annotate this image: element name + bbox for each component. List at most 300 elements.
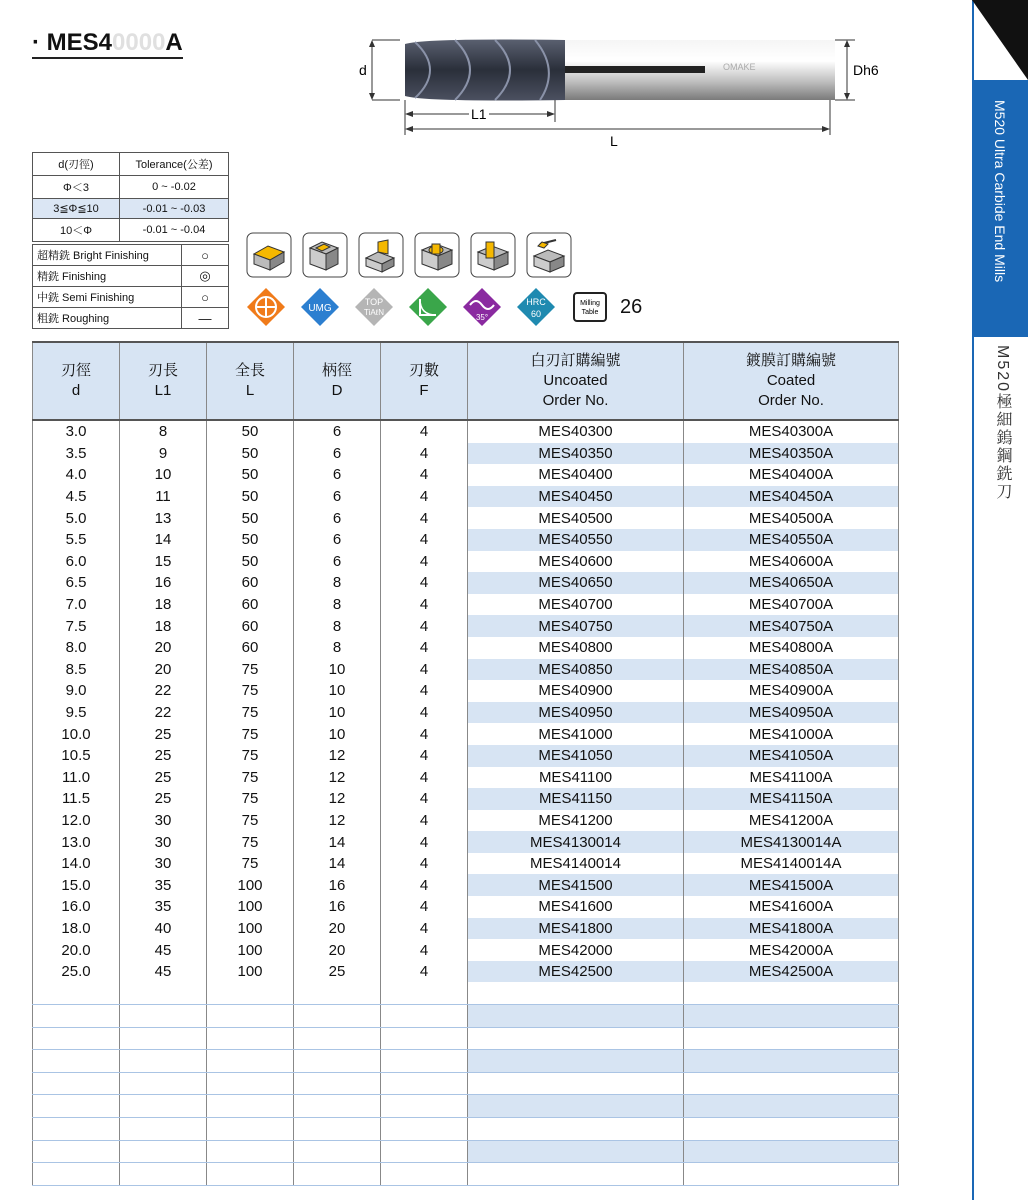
table-cell: 10 (294, 723, 381, 745)
chamfer-milling-icon (526, 232, 572, 278)
d-dimension-label: d (359, 62, 367, 78)
table-cell: MES40400 (468, 464, 684, 486)
finishing-symbol: — (182, 308, 229, 329)
plunge-milling-icon (470, 232, 516, 278)
table-cell: 75 (207, 702, 294, 724)
table-cell: 20 (294, 939, 381, 961)
col-header-diameter: 刃徑 d (33, 342, 120, 420)
table-cell: 13.0 (33, 831, 120, 853)
table-cell (120, 1050, 207, 1073)
table-cell: 25 (120, 788, 207, 810)
table-row (33, 810, 899, 832)
table-cell: 75 (207, 659, 294, 681)
table-cell (468, 1050, 684, 1073)
brand-mark: OMAKE (723, 62, 756, 72)
table-cell: 8.5 (33, 659, 120, 681)
table-cell (684, 1140, 899, 1163)
col-header-coated: 鍍膜訂購編號 Coated Order No. (684, 342, 899, 420)
table-cell: 12.0 (33, 810, 120, 832)
table-cell (468, 1140, 684, 1163)
table-row (33, 939, 899, 961)
table-cell: 6 (294, 486, 381, 508)
table-cell: 20 (120, 659, 207, 681)
table-cell: MES40750 (468, 615, 684, 637)
table-row (33, 486, 899, 508)
table-cell (120, 1140, 207, 1163)
table-cell (33, 1095, 120, 1118)
table-cell: 4 (381, 702, 468, 724)
table-cell: MES40450 (468, 486, 684, 508)
table-cell: 4 (381, 572, 468, 594)
table-cell: 22 (120, 680, 207, 702)
tolerance-cell: Φ＜3 (33, 176, 120, 199)
table-row (33, 680, 899, 702)
table-cell: 50 (207, 551, 294, 573)
table-cell: MES41600A (684, 896, 899, 918)
table-cell: 4 (381, 810, 468, 832)
table-row (33, 420, 899, 443)
table-cell: 5.0 (33, 507, 120, 529)
table-cell: 20.0 (33, 939, 120, 961)
table-cell: 75 (207, 723, 294, 745)
title-suffix: A (165, 29, 183, 56)
tialn-coating-badge (354, 287, 394, 327)
table-cell (207, 1027, 294, 1050)
table-cell (294, 1005, 381, 1028)
table-cell: 18.0 (33, 918, 120, 940)
table-cell: 5.5 (33, 529, 120, 551)
table-row (33, 723, 899, 745)
table-cell (207, 1163, 294, 1186)
table-cell: 60 (207, 594, 294, 616)
table-cell (381, 1005, 468, 1028)
table-cell: MES41800A (684, 918, 899, 940)
table-cell: 15.0 (33, 874, 120, 896)
table-cell: MES41150A (684, 788, 899, 810)
table-cell: 4.0 (33, 464, 120, 486)
table-cell: 12 (294, 767, 381, 789)
tolerance-header-d: d(刃徑) (33, 153, 120, 176)
table-cell: MES40600A (684, 551, 899, 573)
tolerance-table (32, 152, 229, 242)
side-tab (970, 0, 1028, 1200)
table-cell (294, 1118, 381, 1141)
col-header-flutes: 刃數 F (381, 342, 468, 420)
table-cell (120, 1095, 207, 1118)
table-row (33, 507, 899, 529)
table-cell: 75 (207, 810, 294, 832)
hrc-value: 60 (530, 309, 542, 319)
milling-table-line2: Table (581, 309, 599, 316)
table-cell: 11.0 (33, 767, 120, 789)
table-cell (120, 1072, 207, 1095)
table-row (33, 637, 899, 659)
table-cell (684, 1163, 899, 1186)
table-cell: 45 (120, 939, 207, 961)
table-cell: MES40750A (684, 615, 899, 637)
product-table (32, 341, 899, 1186)
table-row (33, 659, 899, 681)
table-cell (120, 1027, 207, 1050)
table-row (33, 615, 899, 637)
table-cell: MES40450A (684, 486, 899, 508)
milling-table-page-ref[interactable]: 26 (620, 295, 643, 318)
table-row (33, 767, 899, 789)
table-cell: MES40500A (684, 507, 899, 529)
table-cell: 3.0 (33, 420, 120, 443)
table-cell: 16 (120, 572, 207, 594)
empty-table-row (33, 1050, 899, 1073)
table-cell: MES40350A (684, 443, 899, 465)
table-cell: 14 (294, 853, 381, 875)
slot-milling-icon (302, 232, 348, 278)
end-mill-drawing (355, 30, 900, 150)
helix-angle-text: 35° (475, 313, 489, 322)
table-cell: 9.0 (33, 680, 120, 702)
table-cell: 50 (207, 443, 294, 465)
table-cell (294, 1163, 381, 1186)
table-cell: MES40950 (468, 702, 684, 724)
table-row (33, 896, 899, 918)
l-dimension-label: L (610, 133, 618, 149)
table-cell: 10 (294, 702, 381, 724)
table-cell: 4 (381, 507, 468, 529)
table-cell: 25 (120, 745, 207, 767)
table-cell: 4 (381, 853, 468, 875)
table-cell: 22 (120, 702, 207, 724)
table-cell (207, 1072, 294, 1095)
table-cell: MES4140014 (468, 853, 684, 875)
table-cell: 3.5 (33, 443, 120, 465)
table-cell: 75 (207, 831, 294, 853)
helix-angle-badge (462, 287, 502, 327)
pocket-milling-icon (414, 232, 460, 278)
table-cell: 10 (294, 680, 381, 702)
table-cell: MES42000A (684, 939, 899, 961)
tolerance-cell: -0.01 ~ -0.03 (120, 199, 229, 219)
finishing-label: 粗銑 Roughing (33, 308, 182, 329)
table-row (33, 831, 899, 853)
table-cell: 4 (381, 680, 468, 702)
finishing-symbol: ◎ (182, 266, 229, 287)
empty-table-row (33, 1005, 899, 1028)
table-cell: 18 (120, 615, 207, 637)
table-cell: 16 (294, 896, 381, 918)
table-cell: 6 (294, 420, 381, 443)
col-header-flute-length: 刃長 L1 (120, 342, 207, 420)
table-cell: 4 (381, 961, 468, 983)
table-cell: 4 (381, 615, 468, 637)
table-cell: 13 (120, 507, 207, 529)
table-cell (381, 982, 468, 1004)
table-cell (33, 1163, 120, 1186)
table-cell: 14 (294, 831, 381, 853)
table-cell: MES41500A (684, 874, 899, 896)
table-cell: 10 (120, 464, 207, 486)
table-cell: 6 (294, 443, 381, 465)
table-cell: 25 (294, 961, 381, 983)
table-cell: 8.0 (33, 637, 120, 659)
table-cell: 50 (207, 464, 294, 486)
table-cell (207, 982, 294, 1004)
table-cell (33, 1027, 120, 1050)
tialn-text: TiAℓN (363, 308, 385, 317)
table-cell (468, 982, 684, 1004)
table-row (33, 874, 899, 896)
tolerance-cell: 10＜Φ (33, 219, 120, 242)
table-cell: 6 (294, 551, 381, 573)
table-cell: 35 (120, 896, 207, 918)
table-row (33, 594, 899, 616)
table-cell: MES41200A (684, 810, 899, 832)
title-prefix: MES4 (46, 29, 113, 56)
table-cell (381, 1027, 468, 1050)
table-cell (120, 1005, 207, 1028)
product-title (32, 30, 183, 59)
table-cell: 4 (381, 767, 468, 789)
table-cell: 50 (207, 529, 294, 551)
table-cell: MES41100A (684, 767, 899, 789)
table-cell: 18 (120, 594, 207, 616)
table-cell (684, 1095, 899, 1118)
table-cell: 12 (294, 788, 381, 810)
table-cell: MES40700A (684, 594, 899, 616)
table-cell (33, 1050, 120, 1073)
application-icons (246, 232, 572, 278)
table-cell: 4 (381, 745, 468, 767)
empty-table-row (33, 1072, 899, 1095)
table-cell: 8 (294, 637, 381, 659)
table-cell (468, 1095, 684, 1118)
table-cell: 6.0 (33, 551, 120, 573)
table-cell: 4 (381, 918, 468, 940)
table-cell: MES42500A (684, 961, 899, 983)
table-row (33, 551, 899, 573)
table-cell: MES40650 (468, 572, 684, 594)
table-cell (381, 1050, 468, 1073)
table-cell: MES40350 (468, 443, 684, 465)
table-cell: MES40300A (684, 420, 899, 443)
table-cell: 4 (381, 659, 468, 681)
table-cell: MES4130014 (468, 831, 684, 853)
finishing-table (32, 244, 229, 329)
table-cell (33, 1140, 120, 1163)
table-cell: 4 (381, 464, 468, 486)
table-cell: 12 (294, 810, 381, 832)
umg-badge-text: UMG (308, 303, 332, 314)
table-cell (381, 1095, 468, 1118)
table-cell (684, 1005, 899, 1028)
table-cell: MES41000A (684, 723, 899, 745)
table-cell: 4 (381, 420, 468, 443)
table-cell: 4 (381, 637, 468, 659)
tialn-top-text: TOP (364, 297, 384, 307)
table-cell: 10 (294, 659, 381, 681)
table-cell: 4 (381, 486, 468, 508)
side-tab-chinese-title: M520極細鎢鋼銑刀 (994, 345, 1011, 502)
table-cell (381, 1163, 468, 1186)
table-cell (294, 1095, 381, 1118)
table-cell: 16.0 (33, 896, 120, 918)
table-cell: 75 (207, 853, 294, 875)
table-cell: MES40900 (468, 680, 684, 702)
table-cell: 20 (294, 918, 381, 940)
title-bullet: · (32, 29, 40, 56)
table-cell (207, 1140, 294, 1163)
table-cell: 15 (120, 551, 207, 573)
table-cell: 4 (381, 896, 468, 918)
flute-count-icon (246, 287, 286, 327)
empty-table-row (33, 1095, 899, 1118)
table-cell: MES40800A (684, 637, 899, 659)
table-cell: MES41500 (468, 874, 684, 896)
table-cell: MES40550A (684, 529, 899, 551)
table-cell (33, 1005, 120, 1028)
tolerance-cell: -0.01 ~ -0.04 (120, 219, 229, 242)
table-cell (207, 1005, 294, 1028)
table-cell: MES41200 (468, 810, 684, 832)
table-cell: 20 (120, 637, 207, 659)
col-header-shank-diameter: 柄徑 D (294, 342, 381, 420)
table-cell: MES40850A (684, 659, 899, 681)
table-cell (207, 1118, 294, 1141)
finishing-label: 精銑 Finishing (33, 266, 182, 287)
table-cell: 4 (381, 529, 468, 551)
table-cell: 60 (207, 615, 294, 637)
table-cell: MES40600 (468, 551, 684, 573)
table-cell: 45 (120, 961, 207, 983)
table-cell: 30 (120, 831, 207, 853)
col-header-overall-length: 全長 L (207, 342, 294, 420)
table-cell: 25 (120, 723, 207, 745)
table-cell: 75 (207, 788, 294, 810)
table-cell: 50 (207, 420, 294, 443)
table-cell (294, 1050, 381, 1073)
table-cell: MES4140014A (684, 853, 899, 875)
empty-table-row (33, 1027, 899, 1050)
table-cell: 50 (207, 486, 294, 508)
table-cell: 7.0 (33, 594, 120, 616)
dh6-dimension-label: Dh6 (853, 62, 879, 78)
finishing-symbol: ○ (182, 287, 229, 308)
table-cell: MES40550 (468, 529, 684, 551)
empty-table-row (33, 1140, 899, 1163)
table-cell: MES41000 (468, 723, 684, 745)
table-row (33, 788, 899, 810)
table-cell: 30 (120, 853, 207, 875)
table-cell: 4 (381, 551, 468, 573)
empty-table-row (33, 982, 899, 1004)
table-cell: 75 (207, 680, 294, 702)
table-cell (294, 1027, 381, 1050)
table-cell (468, 1163, 684, 1186)
table-header-row (33, 342, 899, 420)
table-cell (33, 1072, 120, 1095)
table-row (33, 443, 899, 465)
table-cell: 100 (207, 874, 294, 896)
table-cell (684, 982, 899, 1004)
table-cell: 75 (207, 767, 294, 789)
table-cell: MES40800 (468, 637, 684, 659)
table-cell: MES42500 (468, 961, 684, 983)
table-cell: 4 (381, 788, 468, 810)
table-cell: 11.5 (33, 788, 120, 810)
table-cell (684, 1027, 899, 1050)
table-cell: MES4130014A (684, 831, 899, 853)
table-row (33, 529, 899, 551)
col-header-uncoated: 白刃訂購編號 Uncoated Order No. (468, 342, 684, 420)
table-cell: MES40650A (684, 572, 899, 594)
table-cell (33, 982, 120, 1004)
table-cell: 8 (294, 572, 381, 594)
table-cell: MES40850 (468, 659, 684, 681)
table-cell: 60 (207, 572, 294, 594)
product-table-body (33, 420, 899, 1185)
table-cell: 16 (294, 874, 381, 896)
table-cell: 4 (381, 831, 468, 853)
table-cell (468, 1005, 684, 1028)
table-cell (684, 1072, 899, 1095)
table-row (33, 918, 899, 940)
table-cell (294, 1072, 381, 1095)
table-cell (120, 1118, 207, 1141)
table-cell: 12 (294, 745, 381, 767)
side-tab-english-title: M520 Ultra Carbide End Mills (992, 100, 1008, 283)
table-cell: 6 (294, 464, 381, 486)
milling-table-icon[interactable] (570, 287, 610, 327)
table-cell (381, 1118, 468, 1141)
table-cell: 6 (294, 529, 381, 551)
table-cell: 6.5 (33, 572, 120, 594)
table-cell: 4 (381, 723, 468, 745)
table-cell: 9 (120, 443, 207, 465)
table-cell (381, 1140, 468, 1163)
table-cell: 40 (120, 918, 207, 940)
table-cell: 30 (120, 810, 207, 832)
table-cell: MES41050 (468, 745, 684, 767)
finishing-symbol: ○ (182, 245, 229, 266)
table-cell: 4 (381, 939, 468, 961)
table-cell: MES40900A (684, 680, 899, 702)
table-cell: 35 (120, 874, 207, 896)
face-milling-icon (246, 232, 292, 278)
table-cell (207, 1050, 294, 1073)
table-cell: 50 (207, 507, 294, 529)
table-cell: 8 (294, 594, 381, 616)
hrc-label: HRC (526, 297, 546, 307)
table-cell: 4 (381, 874, 468, 896)
table-cell (684, 1118, 899, 1141)
table-row (33, 961, 899, 983)
table-cell (120, 1163, 207, 1186)
tolerance-header-tol: Tolerance(公差) (120, 153, 229, 176)
table-cell: MES42000 (468, 939, 684, 961)
empty-table-row (33, 1118, 899, 1141)
shank-flat (555, 66, 705, 73)
table-cell (468, 1027, 684, 1050)
table-cell (207, 1095, 294, 1118)
finishing-label: 超精銑 Bright Finishing (33, 245, 182, 266)
table-cell: 9.5 (33, 702, 120, 724)
table-cell: MES40400A (684, 464, 899, 486)
table-cell (381, 1072, 468, 1095)
table-cell: 10.0 (33, 723, 120, 745)
side-tab-corner (972, 0, 1028, 80)
table-cell: 100 (207, 961, 294, 983)
milling-table-line1: Milling (580, 300, 600, 307)
side-milling-icon (358, 232, 404, 278)
table-cell (684, 1050, 899, 1073)
